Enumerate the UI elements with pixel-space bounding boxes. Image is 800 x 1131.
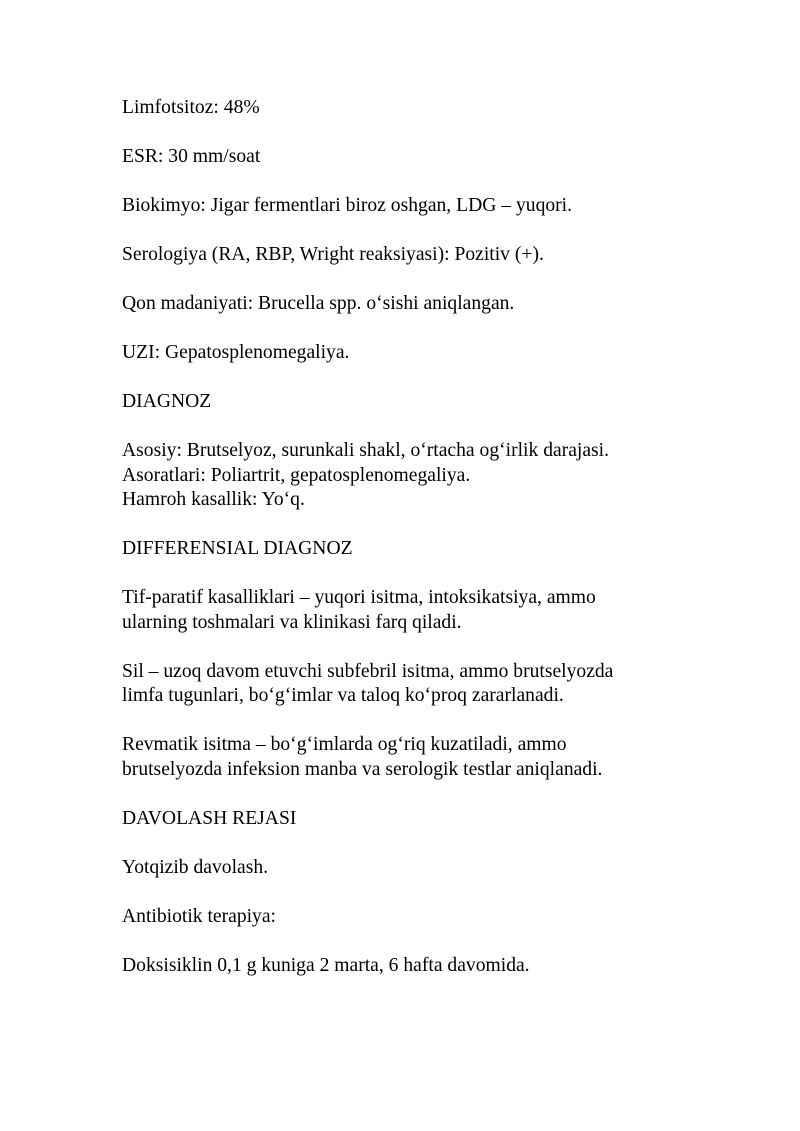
section-heading-differential-diagnosis xyxy=(122,537,702,562)
text-line: Tif-paratif kasalliklari – yuqori isitma, intoksikatsiya, ammo xyxy=(122,587,596,608)
paragraph-blood-culture xyxy=(122,292,702,317)
text-line: Hamroh kasallik: Yo‘q. xyxy=(122,489,305,510)
paragraph-rheumatic-fever xyxy=(122,733,702,782)
text-line: ularning toshmalari va klinikasi farq qiladi. xyxy=(122,611,462,633)
text-line: UZI: Gepatosplenomegaliya. xyxy=(122,342,350,363)
section-heading-treatment-plan xyxy=(122,807,702,832)
paragraph-esr xyxy=(122,145,702,170)
text-line: Asoratlari: Poliartrit, gepatosplenomegaliya. xyxy=(122,464,471,486)
paragraph-antibiotic-therapy xyxy=(122,905,702,930)
text-line: Biokimyo: Jigar fermentlari biroz oshgan, LDG – yuqori. xyxy=(122,195,573,216)
text-line: Sil – uzoq davom etuvchi subfebril isitma, ammo brutselyozda xyxy=(122,660,614,682)
text-line: Qon madaniyati: Brucella spp. o‘sishi aniqlangan. xyxy=(122,293,515,314)
heading-text: DAVOLASH REJASI xyxy=(122,807,297,829)
text-line: limfa tugunlari, bo‘g‘imlar va taloq ko‘proq zararlanadi. xyxy=(122,685,564,706)
paragraph-tuberculosis xyxy=(122,660,702,709)
paragraph-hospitalization xyxy=(122,856,702,881)
text-line: Yotqizib davolash. xyxy=(122,856,269,878)
paragraph-ultrasound xyxy=(122,341,702,366)
heading-text: DIAGNOZ xyxy=(122,391,212,412)
text-line: Revmatik isitma – bo‘g‘imlarda og‘riq kuzatiladi, ammo xyxy=(122,734,567,755)
document-body xyxy=(122,96,702,1003)
text-line: Asosiy: Brutselyoz, surunkali shakl, o‘rtacha og‘irlik darajasi. xyxy=(122,440,610,461)
paragraph-serology xyxy=(122,243,702,268)
text-line: Limfotsitoz: 48% xyxy=(122,97,260,118)
paragraph-doxycycline xyxy=(122,954,702,979)
paragraph-diagnosis-details xyxy=(122,439,702,513)
text-line: brutselyozda infeksion manba va serologik testlar aniqlanadi. xyxy=(122,758,603,780)
text-line: Antibiotik terapiya: xyxy=(122,905,276,927)
section-heading-diagnosis xyxy=(122,390,702,415)
text-line: Serologiya (RA, RBP, Wright reaksiyasi): Pozitiv (+). xyxy=(122,244,544,265)
text-line: ESR: 30 mm/soat xyxy=(122,146,261,167)
paragraph-typhoid xyxy=(122,586,702,635)
text-line: Doksisiklin 0,1 g kuniga 2 marta, 6 hafta davomida. xyxy=(122,954,530,976)
paragraph-biochemistry xyxy=(122,194,702,219)
paragraph-lymphocytosis xyxy=(122,96,702,121)
heading-text: DIFFERENSIAL DIAGNOZ xyxy=(122,538,353,559)
